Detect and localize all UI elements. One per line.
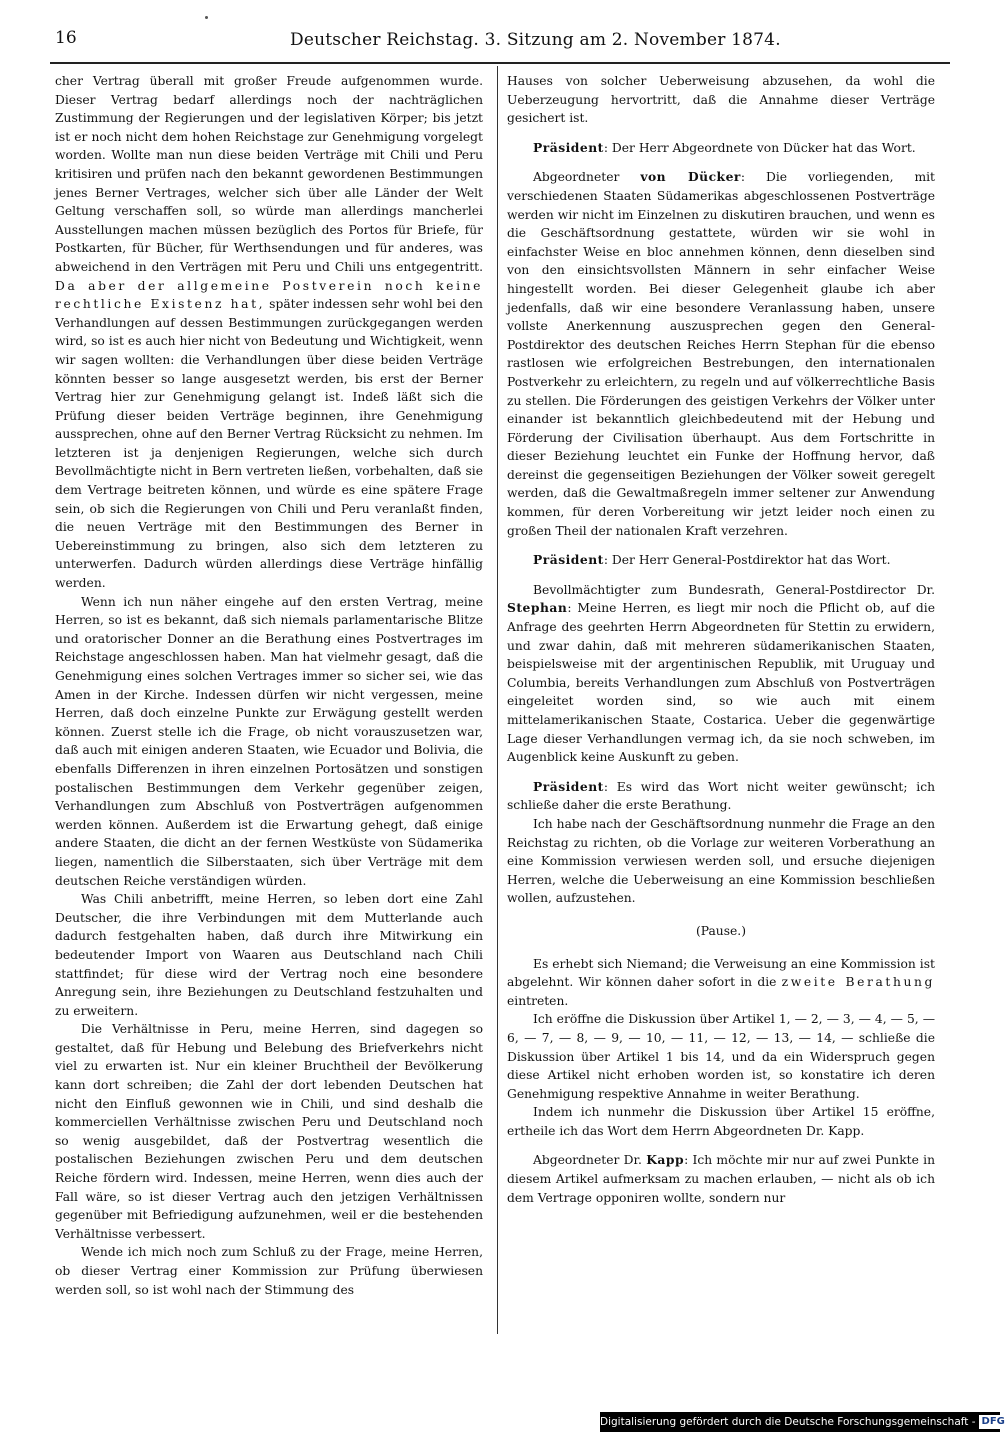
speech-duecker: [507, 168, 935, 540]
paragraph: Die Verhältnisse in Peru, meine Herren, sind dagegen so gestaltet, daß für Hebung und Belebung des Briefverkehrs nicht viel zu erwarten ist. Nur ein kleiner Bruchtheil der Bevölkerung kann dort schreiben; die Zahl der dort lebenden Deutschen hat nicht den Einfluß gewonnen wie in Chili, und sind deshalb die kommerciellen Verhältnisse zwischen Peru und Deutschland noch so wenig ausgebildet, daß der Postvertrag wesentlich die postalischen Beziehungen zwischen Peru und dem deutschen Reiche fördern wird. Indessen, meine Herren, wenn dies auch der Fall wäre, so ist dieser Vertrag auch den jetzigen Verhältnissen gegenüber mit Befriedigung aufzunehmen, weil er die bestehenden Verhältnisse verbessert.: [55, 1022, 483, 1241]
paragraph-text: eintreten.: [507, 993, 569, 1008]
speech-text: : Es wird das Wort nicht weiter gewünscht; ich schließe daher die erste Berathung.: [507, 779, 935, 813]
paragraph-text: Es erhebt sich Niemand; die Verweisung an eine Kommission ist abgelehnt. Wir können daher sofort in die: [507, 956, 935, 990]
speaker-name: Präsident: [533, 552, 604, 568]
speech-president: [507, 778, 935, 815]
footer-credit: Digitalisierung gefördert durch die Deutsche Forschungsgemeinschaft -: [600, 1416, 976, 1428]
speech-text: : Der Herr General-Postdirektor hat das Wort.: [603, 553, 891, 568]
paragraph: Ich habe nach der Geschäftsordnung nunmehr die Frage an den Reichstag zu richten, ob die Vorlage zur weiteren Vorberathung an eine Kommission verwiesen werden soll, und ersuche diejenigen Herren, welche die Ueberweisung an eine Kommission beschließen wollen, aufzustehen.: [507, 816, 935, 906]
dfg-footer-bar: [600, 1412, 1005, 1432]
speaker-name: von Dücker: [640, 169, 741, 185]
speech-president: [507, 139, 935, 158]
speaker-role: Abgeordneter Dr.: [533, 1153, 647, 1168]
page-number: 16: [55, 28, 77, 48]
paragraph: Hauses von solcher Ueberweisung abzusehen, da wohl die Ueberzeugung hervortritt, daß die Annahme dieser Verträge gesichert ist.: [507, 74, 935, 126]
speech-stephan: [507, 581, 935, 767]
paragraph-text: später indessen sehr wohl bei den Verhandlungen auf dessen Bestimmungen zurückgegangen werden wird, so ist es auch hier nicht von Bedeutung und Wichtigkeit, wenn wir sagen wollten: die Verhandlungen über diese beiden Verträge könnten besser so lange ausgesetzt werden, bis erst der Berner Vertrag hier zur Genehmigung gelangt ist. Indeß läßt sich die Prüfung dieser beiden Verträge beginnen, ihre Genehmigung aussprechen, ohne auf den Berner Vertrag Rücksicht zu nehmen. Im letzteren ist ja denjenigen Regierungen, welche sich durch Bevollmächtigte nicht in Bern vertreten ließen, vorbehalten, daß sie dem Vertrage beitreten können, und würde es eine spätere Frage sein, ob sich die Regierungen von Chili und Peru veranlaßt finden, die neuen Verträge mit den Bestimmungen des Berner in Uebereinstimmung zu bringen, also sich dem letzteren zu unterwerfen. Dadurch würden allerdings diese Verträge hinfällig werden.: [55, 297, 483, 591]
speaker-name: Kapp: [646, 1152, 685, 1168]
speech-text: : Der Herr Abgeordnete von Dücker hat das Wort.: [603, 140, 916, 155]
right-column: [507, 72, 935, 1207]
column-divider: [497, 66, 498, 1334]
speaker-name: Präsident: [533, 139, 604, 155]
speech-president: [507, 551, 935, 570]
paragraph: Wende ich mich noch zum Schluß zu der Frage, meine Herren, ob dieser Vertrag einer Kommission zur Prüfung überwiesen werden soll, so ist wohl nach der Stimmung des: [55, 1245, 483, 1297]
spaced-emphasis: Da aber der allgemeine Postverein noch keine rechtliche Existenz hat,: [55, 278, 483, 312]
paragraph: Ich eröffne die Diskussion über Artikel 1, — 2, — 3, — 4, — 5, — 6, — 7, — 8, — 9, — 10, — 11, — 12, — 13, — 14, — schließe die Diskussion über Artikel 1 bis 14, und da ein Widerspruch gegen diese Artikel nicht erhoben worden ist, so konstatire ich deren Genehmigung respektive Annahme in weiter Berathung.: [507, 1012, 935, 1101]
paragraph: Wenn ich nun näher eingehe auf den ersten Vertrag, meine Herren, so ist es bekannt, daß sich niemals parlamentarische Blitze und oratorischer Donner an die Berathung eines Postvertrages im Reichstage angeschlossen haben. Man hat vielmehr gesagt, daß die Genehmigung eines solchen Vertrages immer so sicher sei, wie das Amen in der Kirche. Indessen dürfen wir nicht vergessen, meine Herren, daß doch einzelne Punkte zur Erwägung gestellt werden können. Zuerst stelle ich die Frage, ob nicht vorauszusetzen war, daß auch mit einigen anderen Staaten, wie Ecuador und Bolivia, die ebenfalls Differenzen in ihren einzelnen Portosätzen und sonstigen postalischen Bestimmungen dem Verkehr gegenüber zeigen, Verhandlungen zum Abschluß von Postverträgen aufgenommen werden können. Außerdem ist die Erwartung gehegt, daß einige andere Staaten, die dicht an der fernen Westküste von Südamerika liegen, namentlich die Silberstaaten, sich über Verträge mit dem deutschen Reiche verständigen würden.: [55, 594, 483, 888]
paragraph: Indem ich nunmehr die Diskussion über Artikel 15 eröffne, ertheile ich das Wort dem Herrn Abgeordneten Dr. Kapp.: [507, 1105, 935, 1138]
speaker-role: Bevollmächtigter zum Bundesrath, General-Postdirector Dr.: [533, 582, 935, 597]
spaced-emphasis: zweite Berathung: [781, 975, 935, 990]
speech-text: : Ich möchte mir nur auf zwei Punkte in diesem Artikel aufmerksam zu machen erlauben, — nicht als ob ich dem Vertrage opponiren wollte, sondern nur: [507, 1153, 935, 1205]
left-column: [55, 72, 483, 1299]
running-head: Deutscher Reichstag. 3. Sitzung am 2. November 1874.: [290, 30, 781, 50]
speech-text: : Meine Herren, es liegt mir noch die Pflicht ob, auf die Anfrage des geehrten Herrn Abgeordneten für Stettin zu erwidern, und zwar dahin, daß mit mehreren südamerikanischen Staaten, beispielsweise mit der argentinischen Republik, mit Uruguay und Columbia, bereits Verhandlungen zum Abschluß von Postverträgen eingeleitet worden sind, so wie auch mit einem mittelamerikanischen Staate, Costarica. Ueber die gegenwärtige Lage dieser Verhandlungen vermag ich, da sie noch schweben, im Augenblick keine Auskunft zu geben.: [507, 601, 935, 765]
speech-kapp: [507, 1151, 935, 1207]
paragraph: [55, 72, 483, 593]
speaker-role: Abgeordneter: [533, 170, 641, 185]
dfg-logo-icon: DFG: [979, 1415, 1008, 1429]
paragraph: Was Chili anbetrifft, meine Herren, so leben dort eine Zahl Deutscher, die ihre Verbindungen mit dem Mutterlande auch dadurch festgehalten haben, daß durch ihre Mitwirkung ein bedeutender Import von Waaren aus Deutschland nach Chili stattfindet; für diese wird der Vertrag noch eine besondere Anregung sein, ihre Beziehungen zu Deutschland festzuhalten und zu erweitern.: [55, 892, 483, 1018]
pause-note: (Pause.): [695, 923, 747, 938]
speaker-name: Präsident: [533, 778, 604, 794]
header-rule: [50, 62, 950, 64]
paragraph: [507, 955, 935, 1011]
speech-text: : Die vorliegenden, mit verschiedenen Staaten Südamerikas abgeschlossenen Postverträge werden wir nicht im Einzelnen zu diskutiren brauchen, und wenn es die Geschäftsordnung gestattete, würden wir sie wohl in einfachster Weise en bloc annehmen können, denn dieselben sind von den einsichtsvollsten Männern in sehr einfacher Weise hingestellt worden. Bei dieser Gelegenheit glaube ich aber jedenfalls, daß wir eine besondere Veranlassung haben, unsere vollste Anerkennung auszusprechen gegen den General-Postdirektor des deutschen Reiches Herrn Stephan für die ebenso rastlosen wie erfolgreichen Bestrebungen, den internationalen Postverkehr zu erleichtern, zu regeln und auf völkerrechtliche Basis zu stellen. Die Förderungen des geistigen Verkehrs der Völker unter einander ist bekanntlich gleichbedeutend mit der Hebung und Förderung der Civilisation überhaupt. Aus dem Fortschritte in dieser Beziehung leuchtet ein Funke der Hoffnung hervor, daß dereinst die gegenseitigen Beziehungen der Völker soweit geregelt werden, daß die Gewaltmaßregeln immer seltener zur Anwendung kommen, für deren Vorbereitung wir jetzt leider noch einen zu großen Theil der nationalen Kraft verzehren.: [507, 170, 935, 538]
speaker-name: Stephan: [507, 600, 568, 616]
paragraph-text: cher Vertrag überall mit großer Freude aufgenommen wurde. Dieser Vertrag bedarf allerdings noch der nachträglichen Zustimmung der Regierungen und der legislativen Körper; bis jetzt ist er noch nicht dem hohen Reichstage zur Genehmigung vorgelegt worden. Wollte man nun diese beiden Verträge mit Chili und Peru kritisiren und prüfen nach den bekannt gewordenen Bestimmungen jenes Berner Vertrages, welcher sich über alle Länder der Welt Geltung verschaffen soll, so würde man allerdings mancherlei Ausstellungen machen müssen bezüglich des Portos für Briefe, für Postkarten, für Bücher, für Werthsendungen und für anderes, was abweichend in den Verträgen mit Peru und Chili uns entgegentritt.: [55, 74, 483, 274]
scan-speck: [205, 16, 208, 19]
